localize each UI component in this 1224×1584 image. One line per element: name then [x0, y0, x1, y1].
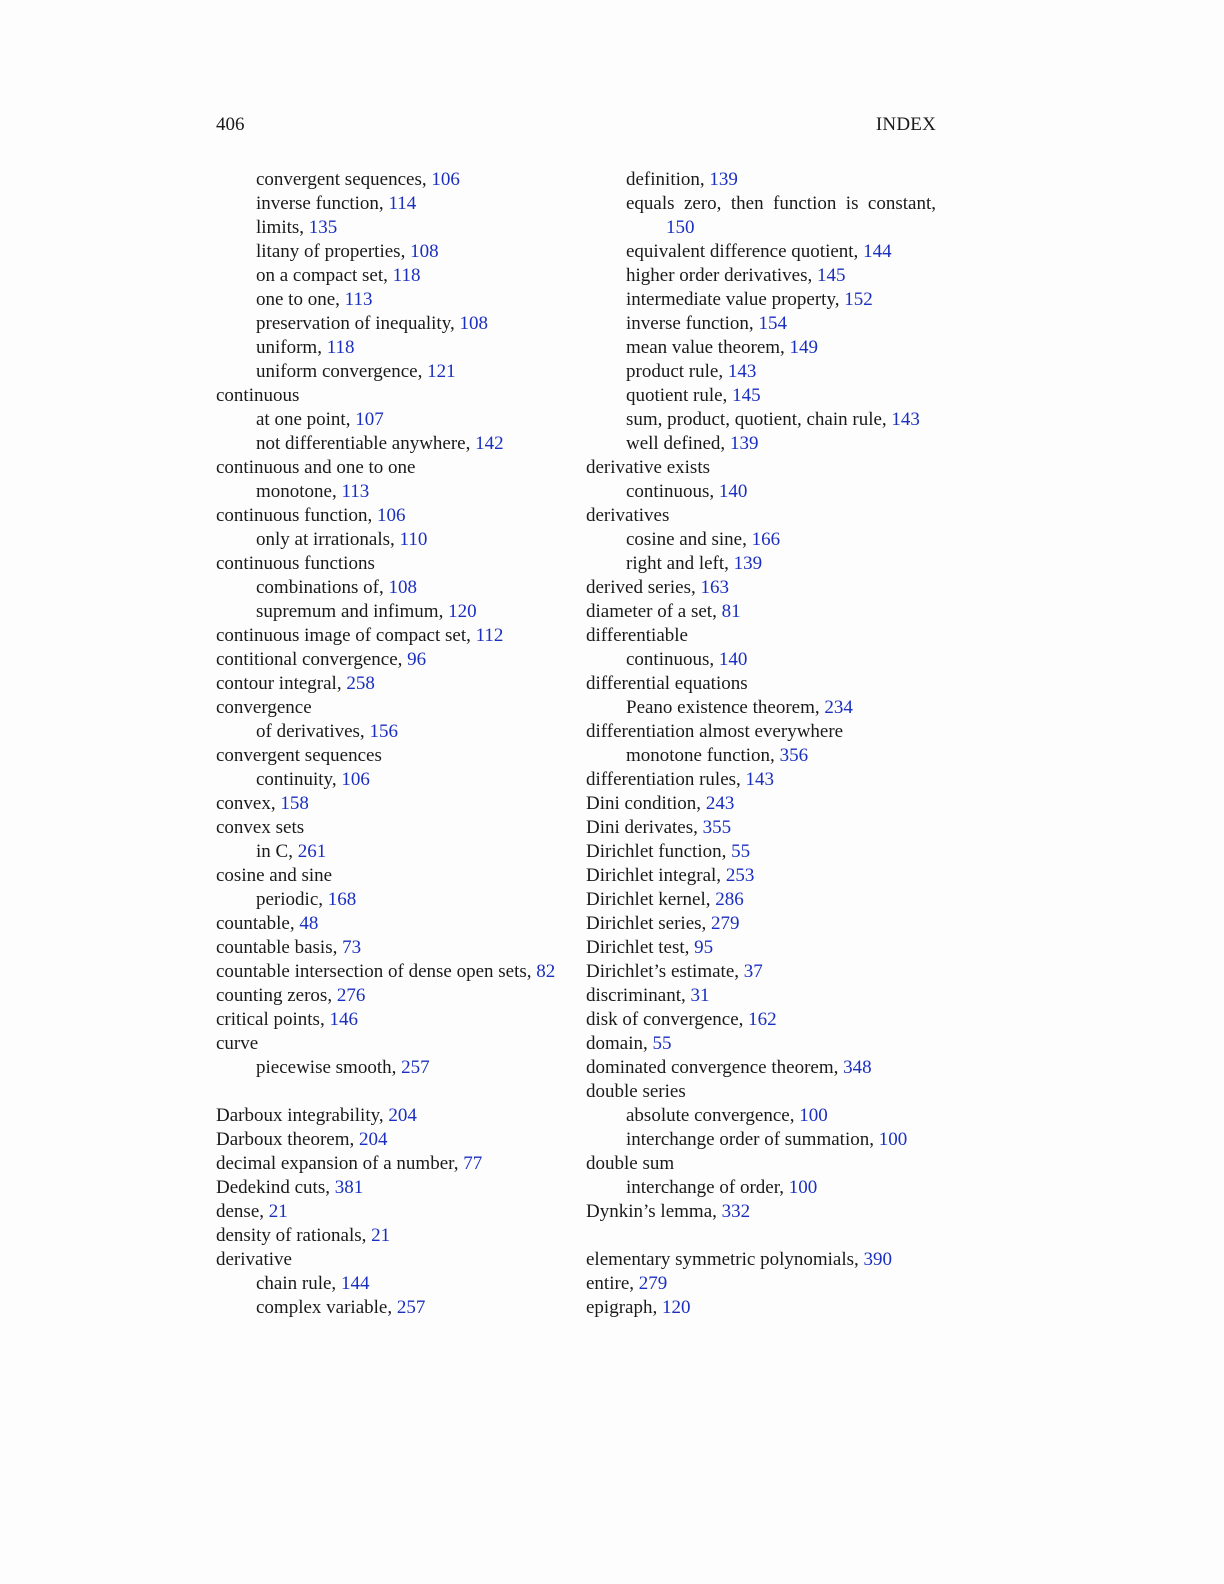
index-entry [216, 864, 576, 888]
page-reference-link[interactable]: 166 [751, 529, 781, 550]
index-term: piecewise smooth, [256, 1057, 402, 1078]
index-term: Dini derivates, [586, 817, 703, 838]
index-subentry [216, 264, 576, 288]
page-reference-link[interactable]: 55 [731, 841, 751, 862]
index-term: differentiation almost everywhere [586, 721, 844, 742]
page-reference-link[interactable]: 154 [758, 313, 787, 334]
index-entry [586, 864, 936, 888]
page-reference-link[interactable]: 96 [407, 649, 427, 670]
page-reference-link[interactable]: 120 [448, 601, 477, 622]
index-subentry [586, 360, 936, 384]
index-term: not differentiable anywhere, [256, 433, 476, 454]
index-column-right [586, 168, 936, 1320]
index-entry [216, 1032, 576, 1056]
page-reference-link[interactable]: 112 [475, 625, 504, 646]
page-reference-link[interactable]: 158 [280, 793, 309, 814]
page-reference-link[interactable]: 146 [329, 1009, 358, 1030]
index-subentry [216, 480, 576, 504]
index-term: only at irrationals, [256, 529, 400, 550]
index-term: periodic, [256, 889, 328, 910]
index-entry [216, 1176, 576, 1200]
page-reference-link[interactable]: 37 [743, 961, 763, 982]
index-term: convex, [216, 793, 281, 814]
index-term: supremum and infimum, [256, 601, 449, 622]
page-reference-link[interactable]: 276 [336, 985, 366, 1006]
page-reference-link[interactable]: 108 [410, 241, 439, 262]
index-entry [586, 600, 936, 624]
index-term: Peano existence theorem, [626, 697, 825, 718]
index-subentry [586, 312, 936, 336]
index-subentry [216, 192, 576, 216]
page-reference-link[interactable]: 356 [779, 745, 809, 766]
index-term: convergence [216, 697, 312, 718]
index-subentry [586, 648, 936, 672]
index-entry [586, 672, 936, 696]
index-term: monotone, [256, 481, 342, 502]
index-term: differential equations [586, 673, 748, 694]
page-reference-link[interactable]: 108 [459, 313, 488, 334]
index-subentry [586, 264, 936, 288]
index-entry [216, 984, 576, 1008]
page-reference-link[interactable]: 139 [733, 553, 763, 574]
index-entry [216, 1128, 576, 1152]
index-term: critical points, [216, 1009, 330, 1030]
index-term: one to one, [256, 289, 345, 310]
index-term: intermediate value property, [626, 289, 845, 310]
page-reference-link[interactable]: 145 [732, 385, 761, 406]
index-term: differentiation rules, [586, 769, 746, 790]
page-reference-link[interactable]: 156 [369, 721, 398, 742]
index-term: derived series, [586, 577, 701, 598]
index-term: domain, [586, 1033, 653, 1054]
index-subentry [216, 1056, 576, 1080]
index-entry [586, 1152, 936, 1176]
index-term: continuous functions [216, 553, 375, 574]
index-subentry [216, 1272, 576, 1296]
page-reference-link[interactable]: 108 [388, 577, 417, 598]
index-subentry [586, 744, 936, 768]
page-header [216, 112, 936, 138]
page-reference-link[interactable]: 258 [346, 673, 375, 694]
page-reference-link[interactable]: 31 [690, 985, 710, 1006]
page-reference-link[interactable]: 243 [705, 793, 735, 814]
index-entry [216, 912, 576, 936]
index-subentry [586, 1128, 936, 1152]
index-subentry [216, 840, 576, 864]
index-term: continuous [216, 385, 300, 406]
index-term: well defined, [626, 433, 730, 454]
index-term: equals zero, then function is constant, [626, 193, 936, 214]
index-term: elementary symmetric polynomials, [586, 1249, 864, 1270]
index-term: absolute convergence, [626, 1105, 800, 1126]
index-entry [586, 792, 936, 816]
index-term: in C, [256, 841, 298, 862]
index-subentry [586, 192, 936, 240]
index-subentry [216, 576, 576, 600]
index-entry [586, 840, 936, 864]
index-term: convex sets [216, 817, 305, 838]
index-term: countable, [216, 913, 300, 934]
index-subentry [216, 888, 576, 912]
index-term: sum, product, quotient, chain rule, [626, 409, 892, 430]
index-term: dense, [216, 1201, 269, 1222]
index-term: Dirichlet’s estimate, [586, 961, 744, 982]
index-subentry [216, 432, 576, 456]
page-reference-link[interactable]: 381 [334, 1177, 364, 1198]
index-subentry [216, 408, 576, 432]
index-term: mean value theorem, [626, 337, 790, 358]
index-term: monotone function, [626, 745, 780, 766]
page-reference-link[interactable]: 143 [745, 769, 775, 790]
index-term: Dynkin’s lemma, [586, 1201, 722, 1222]
index-entry [216, 672, 576, 696]
index-subentry [586, 528, 936, 552]
index-term: combinations of, [256, 577, 389, 598]
index-entry [586, 1200, 936, 1224]
index-entry [216, 648, 576, 672]
index-term: convergent sequences [216, 745, 382, 766]
index-entry [216, 696, 576, 720]
page-reference-link[interactable]: 48 [299, 913, 319, 934]
index-entry [216, 1104, 576, 1128]
index-entry [216, 1008, 576, 1032]
page-reference-link[interactable]: 162 [748, 1009, 777, 1030]
index-subentry [216, 168, 576, 192]
index-entry [586, 504, 936, 528]
index-term: inverse function, [256, 193, 389, 214]
page-reference-link[interactable]: 144 [340, 1273, 370, 1294]
page-reference-link[interactable]: 110 [399, 529, 428, 550]
index-subentry [586, 1104, 936, 1128]
page-reference-link[interactable]: 140 [718, 481, 748, 502]
index-term: derivative exists [586, 457, 710, 478]
index-entry [586, 1056, 936, 1080]
index-subentry [586, 384, 936, 408]
index-entry [216, 504, 576, 528]
page-reference-link[interactable]: 143 [727, 361, 757, 382]
index-term: derivatives [586, 505, 670, 526]
page-reference-link[interactable]: 204 [388, 1105, 417, 1126]
index-entry [216, 1224, 576, 1248]
page-reference-link[interactable]: 168 [327, 889, 357, 910]
index-term: double sum [586, 1153, 675, 1174]
index-entry [586, 768, 936, 792]
index-entry [586, 1248, 936, 1272]
index-entry [216, 816, 576, 840]
page-reference-link[interactable]: 107 [355, 409, 384, 430]
index-subentry [586, 1176, 936, 1200]
index-term: continuous and one to one [216, 457, 416, 478]
page-reference-link[interactable]: 106 [376, 505, 406, 526]
index-term: complex variable, [256, 1297, 397, 1318]
index-term: uniform, [256, 337, 327, 358]
page-reference-link[interactable]: 332 [721, 1201, 751, 1222]
index-term: litany of properties, [256, 241, 411, 262]
index-entry [586, 576, 936, 600]
index-entry [586, 1272, 936, 1296]
page-reference-link[interactable]: 140 [718, 649, 748, 670]
page-reference-link[interactable]: 121 [427, 361, 456, 382]
index-term: entire, [586, 1273, 639, 1294]
page-reference-link[interactable]: 279 [638, 1273, 668, 1294]
index-term: convergent sequences, [256, 169, 432, 190]
page-reference-link[interactable]: 204 [358, 1129, 388, 1150]
page-reference-link[interactable]: 139 [729, 433, 759, 454]
page-reference-link[interactable]: 118 [392, 265, 421, 286]
index-subentry [586, 336, 936, 360]
index-subentry [216, 360, 576, 384]
index-entry [586, 720, 936, 744]
index-term: Dirichlet test, [586, 937, 695, 958]
index-entry [586, 1008, 936, 1032]
index-term: continuous, [626, 481, 719, 502]
index-term: Dedekind cuts, [216, 1177, 335, 1198]
index-entry [216, 456, 576, 480]
page-reference-link[interactable]: 143 [891, 409, 920, 430]
page-reference-link[interactable]: 142 [475, 433, 504, 454]
index-subentry [216, 1296, 576, 1320]
index-term: continuous, [626, 649, 719, 670]
index-term: diameter of a set, [586, 601, 722, 622]
index-subentry [586, 240, 936, 264]
page-reference-link[interactable]: 118 [326, 337, 355, 358]
index-term: limits, [256, 217, 309, 238]
index-term: contour integral, [216, 673, 347, 694]
index-term: Dirichlet kernel, [586, 889, 716, 910]
page-reference-link[interactable]: 257 [401, 1057, 430, 1078]
page-reference-link[interactable]: 145 [816, 265, 846, 286]
page-reference-link[interactable]: 21 [371, 1225, 391, 1246]
page-reference-link[interactable]: 135 [308, 217, 338, 238]
page-reference-link[interactable]: 100 [878, 1129, 908, 1150]
page-reference-link[interactable]: 113 [344, 289, 373, 310]
index-term: continuous function, [216, 505, 377, 526]
index-entry [586, 888, 936, 912]
index-term: double series [586, 1081, 686, 1102]
page-reference-link[interactable]: 348 [843, 1057, 872, 1078]
page-reference-link[interactable]: 73 [342, 937, 362, 958]
index-term: right and left, [626, 553, 734, 574]
page-reference-link[interactable]: 279 [711, 913, 740, 934]
page-reference-link[interactable]: 390 [863, 1249, 893, 1270]
index-entry [586, 936, 936, 960]
index-subentry [586, 480, 936, 504]
page-reference-link[interactable]: 81 [721, 601, 741, 622]
page-reference-link[interactable]: 253 [725, 865, 755, 886]
index-subentry [216, 336, 576, 360]
page-reference-link[interactable]: 106 [431, 169, 460, 190]
index-entry [586, 912, 936, 936]
index-term: quotient rule, [626, 385, 733, 406]
page-reference-link[interactable]: 113 [341, 481, 370, 502]
index-entry [216, 1248, 576, 1272]
index-entry [216, 624, 576, 648]
index-entry [216, 1152, 576, 1176]
index-term: cosine and sine [216, 865, 333, 886]
page-reference-link[interactable]: 100 [799, 1105, 828, 1126]
index-term: higher order derivatives, [626, 265, 817, 286]
index-term: equivalent difference quotient, [626, 241, 864, 262]
page-reference-link[interactable]: 114 [388, 193, 417, 214]
index-subentry [586, 696, 936, 720]
letter-group-gap [586, 1224, 936, 1248]
index-entry [216, 960, 576, 984]
page-reference-link[interactable]: 355 [702, 817, 732, 838]
index-subentry [216, 288, 576, 312]
index-term: interchange of order, [626, 1177, 789, 1198]
index-term: Darboux integrability, [216, 1105, 389, 1126]
index-subentry [216, 240, 576, 264]
index-term: of derivatives, [256, 721, 370, 742]
page-reference-link[interactable]: 152 [844, 289, 873, 310]
index-subentry [216, 312, 576, 336]
page-reference-link[interactable]: 77 [463, 1153, 483, 1174]
page-reference-link[interactable]: 55 [652, 1033, 672, 1054]
page-reference-link[interactable]: 286 [715, 889, 744, 910]
index-term: differentiable [586, 625, 688, 646]
page-reference-link[interactable]: 149 [789, 337, 819, 358]
index-term: counting zeros, [216, 985, 337, 1006]
page-reference-link[interactable]: 120 [661, 1297, 691, 1318]
index-term: definition, [626, 169, 710, 190]
page-reference-link[interactable]: 234 [824, 697, 853, 718]
index-term: derivative [216, 1249, 292, 1270]
index-term: decimal expansion of a number, [216, 1153, 464, 1174]
index-subentry [586, 288, 936, 312]
index-entry [586, 984, 936, 1008]
index-subentry [216, 216, 576, 240]
index-entry [586, 1080, 936, 1104]
index-term: continuity, [256, 769, 342, 790]
letter-group-gap [216, 1080, 576, 1104]
page-reference-link[interactable]: 163 [700, 577, 729, 598]
index-subentry [216, 600, 576, 624]
page-reference-link[interactable]: 21 [268, 1201, 288, 1222]
page-reference-link[interactable]: 144 [863, 241, 892, 262]
index-entry [216, 936, 576, 960]
index-entry [586, 624, 936, 648]
index-term: on a compact set, [256, 265, 393, 286]
index-term: density of rationals, [216, 1225, 372, 1246]
index-entry [216, 552, 576, 576]
index-column-left [216, 168, 576, 1320]
index-term: disk of convergence, [586, 1009, 749, 1030]
index-term: countable basis, [216, 937, 343, 958]
index-subentry [586, 408, 936, 432]
page-reference-link[interactable]: 82 [536, 961, 556, 982]
index-term: interchange order of summation, [626, 1129, 879, 1150]
index-entry [586, 456, 936, 480]
page-reference-link[interactable]: 257 [396, 1297, 426, 1318]
index-subentry [586, 168, 936, 192]
index-term: preservation of inequality, [256, 313, 460, 334]
index-term: curve [216, 1033, 259, 1054]
index-subentry [216, 720, 576, 744]
index-term: continuous image of compact set, [216, 625, 476, 646]
index-term: epigraph, [586, 1297, 662, 1318]
index-term: Dini condition, [586, 793, 706, 814]
index-term: dominated convergence theorem, [586, 1057, 844, 1078]
page-reference-link[interactable]: 106 [341, 769, 370, 790]
page-number: 406 [216, 114, 245, 135]
index-entry [586, 1032, 936, 1056]
page-reference-link[interactable]: 100 [788, 1177, 818, 1198]
index-term: Dirichlet integral, [586, 865, 726, 886]
running-head: INDEX [875, 114, 936, 135]
index-term: at one point, [256, 409, 356, 430]
page-reference-link[interactable]: 150 [666, 217, 695, 238]
index-term: product rule, [626, 361, 728, 382]
index-entry [216, 744, 576, 768]
index-term: Dirichlet function, [586, 841, 732, 862]
index-entry [216, 384, 576, 408]
page-reference-link[interactable]: 261 [297, 841, 327, 862]
index-entry [586, 960, 936, 984]
index-term: Darboux theorem, [216, 1129, 359, 1150]
index-subentry [216, 768, 576, 792]
page-reference-link[interactable]: 139 [709, 169, 738, 190]
index-subentry [586, 432, 936, 456]
index-term: contitional convergence, [216, 649, 408, 670]
index-term: chain rule, [256, 1273, 341, 1294]
index-term: uniform convergence, [256, 361, 428, 382]
index-term: countable intersection of dense open sets, [216, 961, 537, 982]
index-entry [586, 1296, 936, 1320]
index-entry [216, 1200, 576, 1224]
index-subentry [586, 552, 936, 576]
index-entry [216, 792, 576, 816]
index-subentry [216, 528, 576, 552]
index-term: discriminant, [586, 985, 691, 1006]
index-term: Dirichlet series, [586, 913, 712, 934]
page-reference-link[interactable]: 95 [694, 937, 714, 958]
index-term: cosine and sine, [626, 529, 752, 550]
index-term: inverse function, [626, 313, 759, 334]
index-entry [586, 816, 936, 840]
